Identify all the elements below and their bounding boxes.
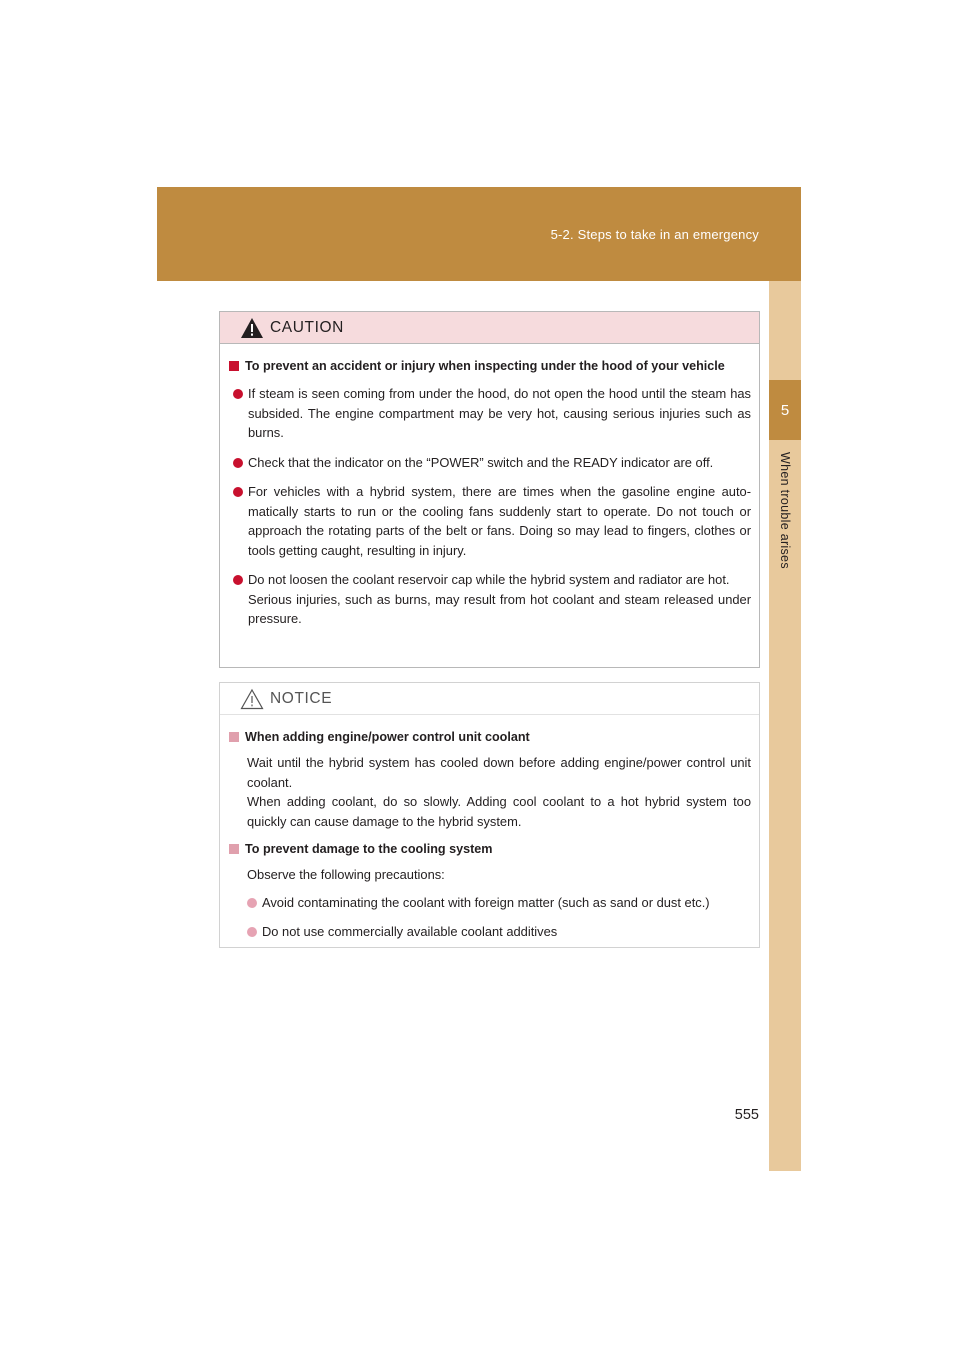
chapter-label-text: When trouble arises: [778, 452, 792, 569]
round-bullet-icon: [247, 898, 257, 908]
notice-triangle-icon: [240, 688, 264, 710]
notice-title: NOTICE: [270, 689, 333, 707]
section-title: 5-2. Steps to take in an emergency: [550, 227, 759, 242]
notice-content: [220, 715, 759, 942]
notice-heading: [228, 727, 751, 747]
caution-item-line: Do not loosen the coolant reservoir cap while the hybrid system and radiator are hot.: [248, 572, 730, 587]
caution-heading-text: To prevent an accident or injury when inspecting under the hood of your vehicle: [245, 359, 725, 373]
notice-item-text: Do not use commercially available coolant additives: [262, 924, 558, 939]
caution-item-text: If steam is seen coming from under the hood, do not open the hood until the steam has subsided. The engine compartment may be very hot, causing serious injuries such as burns.: [248, 386, 751, 440]
round-bullet-icon: [233, 487, 243, 497]
square-bullet-icon: [229, 732, 239, 742]
caution-content: [220, 344, 759, 629]
notice-intro: Observe the following precautions:: [247, 867, 445, 882]
chapter-number: 5: [769, 380, 801, 440]
caution-item-text: Check that the indicator on the “POWER” switch and the READY indicator are off.: [248, 454, 714, 470]
caution-title: CAUTION: [270, 318, 344, 336]
caution-item: [233, 453, 751, 473]
round-bullet-icon: [233, 458, 243, 468]
notice-heading-text: When adding engine/power control unit coolant: [245, 730, 530, 744]
notice-item-text: Avoid contaminating the coolant with foreign matter (such as sand or dust etc.): [262, 894, 710, 910]
notice-header: [220, 683, 759, 715]
notice-heading-text: To prevent damage to the cooling system: [245, 842, 493, 856]
notice-item: [247, 922, 751, 942]
caution-item-text: For vehicles with a hybrid system, there are times when the gasoline engine auto-matically starts to run or the cooling fans suddenly start to operate. Do not touch or approach the rotating parts of the belt or fans. Doing so may lead to fingers, clothes or tools getting caught, resulting in injury.: [248, 484, 751, 558]
square-bullet-icon: [229, 361, 239, 371]
notice-item: [247, 893, 751, 913]
caution-item-line: Serious injuries, such as burns, may result from hot coolant and steam released under pressure.: [248, 591, 751, 626]
page-number: 555: [734, 1107, 759, 1123]
chapter-label: [776, 452, 794, 632]
caution-heading: [228, 356, 751, 376]
notice-paragraph: [247, 753, 751, 831]
caution-item: [233, 384, 751, 443]
caution-item: [233, 482, 751, 560]
round-bullet-icon: [233, 575, 243, 585]
notice-box: [219, 682, 760, 948]
header-band: [157, 187, 801, 281]
round-bullet-icon: [247, 927, 257, 937]
round-bullet-icon: [233, 389, 243, 399]
notice-heading: [228, 839, 751, 859]
caution-item: [233, 570, 751, 629]
caution-item-text: [248, 570, 751, 629]
notice-line: Wait until the hybrid system has cooled down before adding engine/power control unit coolant.: [247, 755, 751, 790]
caution-box: [219, 311, 760, 668]
caution-header: [220, 312, 759, 344]
square-bullet-icon: [229, 844, 239, 854]
notice-line: When adding coolant, do so slowly. Adding cool coolant to a hot hybrid system too quickly can cause damage to the hybrid system.: [247, 794, 751, 829]
warning-triangle-icon: [240, 317, 264, 339]
